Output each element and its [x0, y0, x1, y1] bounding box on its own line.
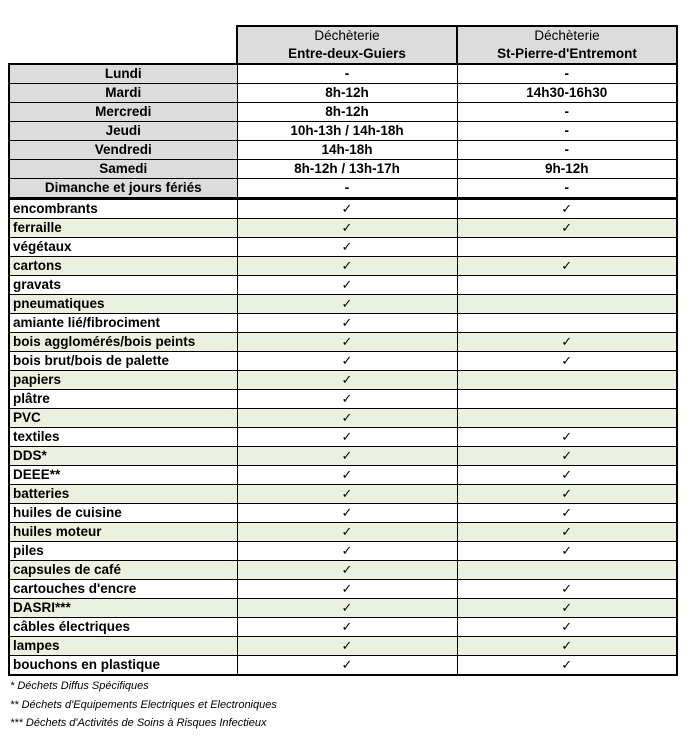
- accepted-entre-deux-guiers: ✓: [237, 580, 457, 599]
- waste-row: [9, 276, 677, 295]
- waste-type-label: PVC: [9, 409, 237, 428]
- accepted-entre-deux-guiers: ✓: [237, 371, 457, 390]
- waste-type-label: DDS*: [9, 447, 237, 466]
- accepted-st-pierre: [457, 561, 677, 580]
- waste-type-label: huiles de cuisine: [9, 504, 237, 523]
- column-header-entre-deux-guiers: [237, 26, 457, 64]
- accepted-entre-deux-guiers: ✓: [237, 428, 457, 447]
- day-label: Mardi: [9, 84, 237, 103]
- waste-type-label: bois brut/bois de palette: [9, 352, 237, 371]
- waste-row: [9, 257, 677, 276]
- accepted-entre-deux-guiers: ✓: [237, 523, 457, 542]
- hours-entre-deux-guiers: 8h-12h: [237, 84, 457, 103]
- hours-st-pierre: -: [457, 64, 677, 84]
- accepted-st-pierre: ✓: [457, 447, 677, 466]
- waste-row: [9, 618, 677, 637]
- accepted-entre-deux-guiers: ✓: [237, 542, 457, 561]
- hours-entre-deux-guiers: -: [237, 179, 457, 199]
- accepted-entre-deux-guiers: ✓: [237, 409, 457, 428]
- accepted-st-pierre: [457, 371, 677, 390]
- schedule-row: [9, 103, 677, 122]
- accepted-entre-deux-guiers: ✓: [237, 295, 457, 314]
- accepted-entre-deux-guiers: ✓: [237, 599, 457, 618]
- accepted-st-pierre: ✓: [457, 257, 677, 276]
- accepted-entre-deux-guiers: ✓: [237, 447, 457, 466]
- accepted-st-pierre: ✓: [457, 637, 677, 656]
- accepted-st-pierre: ✓: [457, 656, 677, 676]
- schedule-row: [9, 64, 677, 84]
- accepted-entre-deux-guiers: ✓: [237, 238, 457, 257]
- waste-row: [9, 466, 677, 485]
- footnote-dds: * Déchets Diffus Spécifiques: [10, 680, 149, 692]
- waste-row: [9, 314, 677, 333]
- accepted-st-pierre: ✓: [457, 333, 677, 352]
- schedule-row: [9, 141, 677, 160]
- waste-type-label: ferraille: [9, 219, 237, 238]
- accepted-entre-deux-guiers: ✓: [237, 314, 457, 333]
- waste-row: [9, 504, 677, 523]
- accepted-st-pierre: ✓: [457, 199, 677, 219]
- schedule-row: [9, 84, 677, 103]
- hours-st-pierre: -: [457, 141, 677, 160]
- waste-row: [9, 428, 677, 447]
- waste-type-label: végétaux: [9, 238, 237, 257]
- waste-row: [9, 371, 677, 390]
- waste-row: [9, 238, 677, 257]
- accepted-st-pierre: ✓: [457, 219, 677, 238]
- waste-type-label: DEEE**: [9, 466, 237, 485]
- waste-row: [9, 219, 677, 238]
- accepted-entre-deux-guiers: ✓: [237, 199, 457, 219]
- accepted-entre-deux-guiers: ✓: [237, 276, 457, 295]
- waste-type-label: DASRI***: [9, 599, 237, 618]
- schedule-row: [9, 179, 677, 199]
- hours-entre-deux-guiers: 8h-12h: [237, 103, 457, 122]
- accepted-entre-deux-guiers: ✓: [237, 637, 457, 656]
- column-header-line1: Déchèterie: [314, 28, 380, 43]
- accepted-entre-deux-guiers: ✓: [237, 352, 457, 371]
- hours-entre-deux-guiers: -: [237, 64, 457, 84]
- waste-row: [9, 561, 677, 580]
- waste-row: [9, 599, 677, 618]
- hours-entre-deux-guiers: 8h-12h / 13h-17h: [237, 160, 457, 179]
- accepted-st-pierre: ✓: [457, 542, 677, 561]
- waste-row: [9, 542, 677, 561]
- waste-row: [9, 447, 677, 466]
- waste-type-label: cartons: [9, 257, 237, 276]
- waste-type-label: pneumatiques: [9, 295, 237, 314]
- header-blank-cell: [9, 26, 237, 64]
- hours-entre-deux-guiers: 10h-13h / 14h-18h: [237, 122, 457, 141]
- column-header-st-pierre: [457, 26, 677, 64]
- accepted-entre-deux-guiers: ✓: [237, 219, 457, 238]
- column-header-line2: St-Pierre-d'Entremont: [497, 46, 637, 61]
- waste-type-label: amiante lié/fibrociment: [9, 314, 237, 333]
- waste-row: [9, 333, 677, 352]
- day-label: Vendredi: [9, 141, 237, 160]
- day-label: Mercredi: [9, 103, 237, 122]
- waste-row: [9, 409, 677, 428]
- hours-st-pierre: -: [457, 179, 677, 199]
- waste-type-label: capsules de café: [9, 561, 237, 580]
- schedule-table-container: [8, 25, 678, 676]
- accepted-entre-deux-guiers: ✓: [237, 618, 457, 637]
- accepted-st-pierre: ✓: [457, 485, 677, 504]
- schedule-row: [9, 160, 677, 179]
- waste-type-label: bouchons en plastique: [9, 656, 237, 676]
- accepted-st-pierre: ✓: [457, 599, 677, 618]
- accepted-st-pierre: ✓: [457, 466, 677, 485]
- waste-row: [9, 199, 677, 219]
- dechetterie-table: [8, 25, 678, 676]
- waste-row: [9, 523, 677, 542]
- waste-row: [9, 390, 677, 409]
- waste-type-label: câbles électriques: [9, 618, 237, 637]
- waste-type-label: piles: [9, 542, 237, 561]
- hours-st-pierre: -: [457, 122, 677, 141]
- accepted-st-pierre: ✓: [457, 523, 677, 542]
- waste-type-label: encombrants: [9, 199, 237, 219]
- day-label: Dimanche et jours fériés: [9, 179, 237, 199]
- waste-type-label: lampes: [9, 637, 237, 656]
- accepted-entre-deux-guiers: ✓: [237, 656, 457, 676]
- waste-row: [9, 580, 677, 599]
- day-label: Samedi: [9, 160, 237, 179]
- header-row: [9, 26, 677, 64]
- waste-row: [9, 485, 677, 504]
- waste-type-label: huiles moteur: [9, 523, 237, 542]
- accepted-st-pierre: [457, 276, 677, 295]
- accepted-entre-deux-guiers: ✓: [237, 485, 457, 504]
- accepted-st-pierre: [457, 409, 677, 428]
- accepted-entre-deux-guiers: ✓: [237, 390, 457, 409]
- waste-type-label: bois agglomérés/bois peints: [9, 333, 237, 352]
- accepted-st-pierre: ✓: [457, 580, 677, 599]
- accepted-st-pierre: [457, 238, 677, 257]
- accepted-st-pierre: ✓: [457, 504, 677, 523]
- accepted-st-pierre: ✓: [457, 618, 677, 637]
- schedule-row: [9, 122, 677, 141]
- waste-type-label: gravats: [9, 276, 237, 295]
- waste-type-label: cartouches d'encre: [9, 580, 237, 599]
- waste-row: [9, 352, 677, 371]
- column-header-line2: Entre-deux-Guiers: [288, 46, 406, 61]
- hours-st-pierre: 9h-12h: [457, 160, 677, 179]
- footnote-dasri: *** Déchets d'Activités de Soins à Risques Infectieux: [10, 717, 267, 729]
- accepted-st-pierre: ✓: [457, 428, 677, 447]
- hours-st-pierre: -: [457, 103, 677, 122]
- day-label: Jeudi: [9, 122, 237, 141]
- column-header-line1: Déchèterie: [534, 28, 600, 43]
- hours-entre-deux-guiers: 14h-18h: [237, 141, 457, 160]
- accepted-entre-deux-guiers: ✓: [237, 504, 457, 523]
- waste-row: [9, 295, 677, 314]
- waste-type-label: textiles: [9, 428, 237, 447]
- waste-type-label: papiers: [9, 371, 237, 390]
- accepted-st-pierre: [457, 390, 677, 409]
- accepted-st-pierre: [457, 314, 677, 333]
- footnotes: [10, 677, 277, 733]
- accepted-entre-deux-guiers: ✓: [237, 333, 457, 352]
- waste-type-label: plâtre: [9, 390, 237, 409]
- accepted-entre-deux-guiers: ✓: [237, 561, 457, 580]
- waste-row: [9, 656, 677, 676]
- hours-st-pierre: 14h30-16h30: [457, 84, 677, 103]
- footnote-deee: ** Déchets d'Equipements Electriques et Electroniques: [10, 698, 277, 711]
- waste-type-label: batteries: [9, 485, 237, 504]
- accepted-st-pierre: [457, 295, 677, 314]
- day-label: Lundi: [9, 64, 237, 84]
- waste-row: [9, 637, 677, 656]
- accepted-st-pierre: ✓: [457, 352, 677, 371]
- accepted-entre-deux-guiers: ✓: [237, 257, 457, 276]
- accepted-entre-deux-guiers: ✓: [237, 466, 457, 485]
